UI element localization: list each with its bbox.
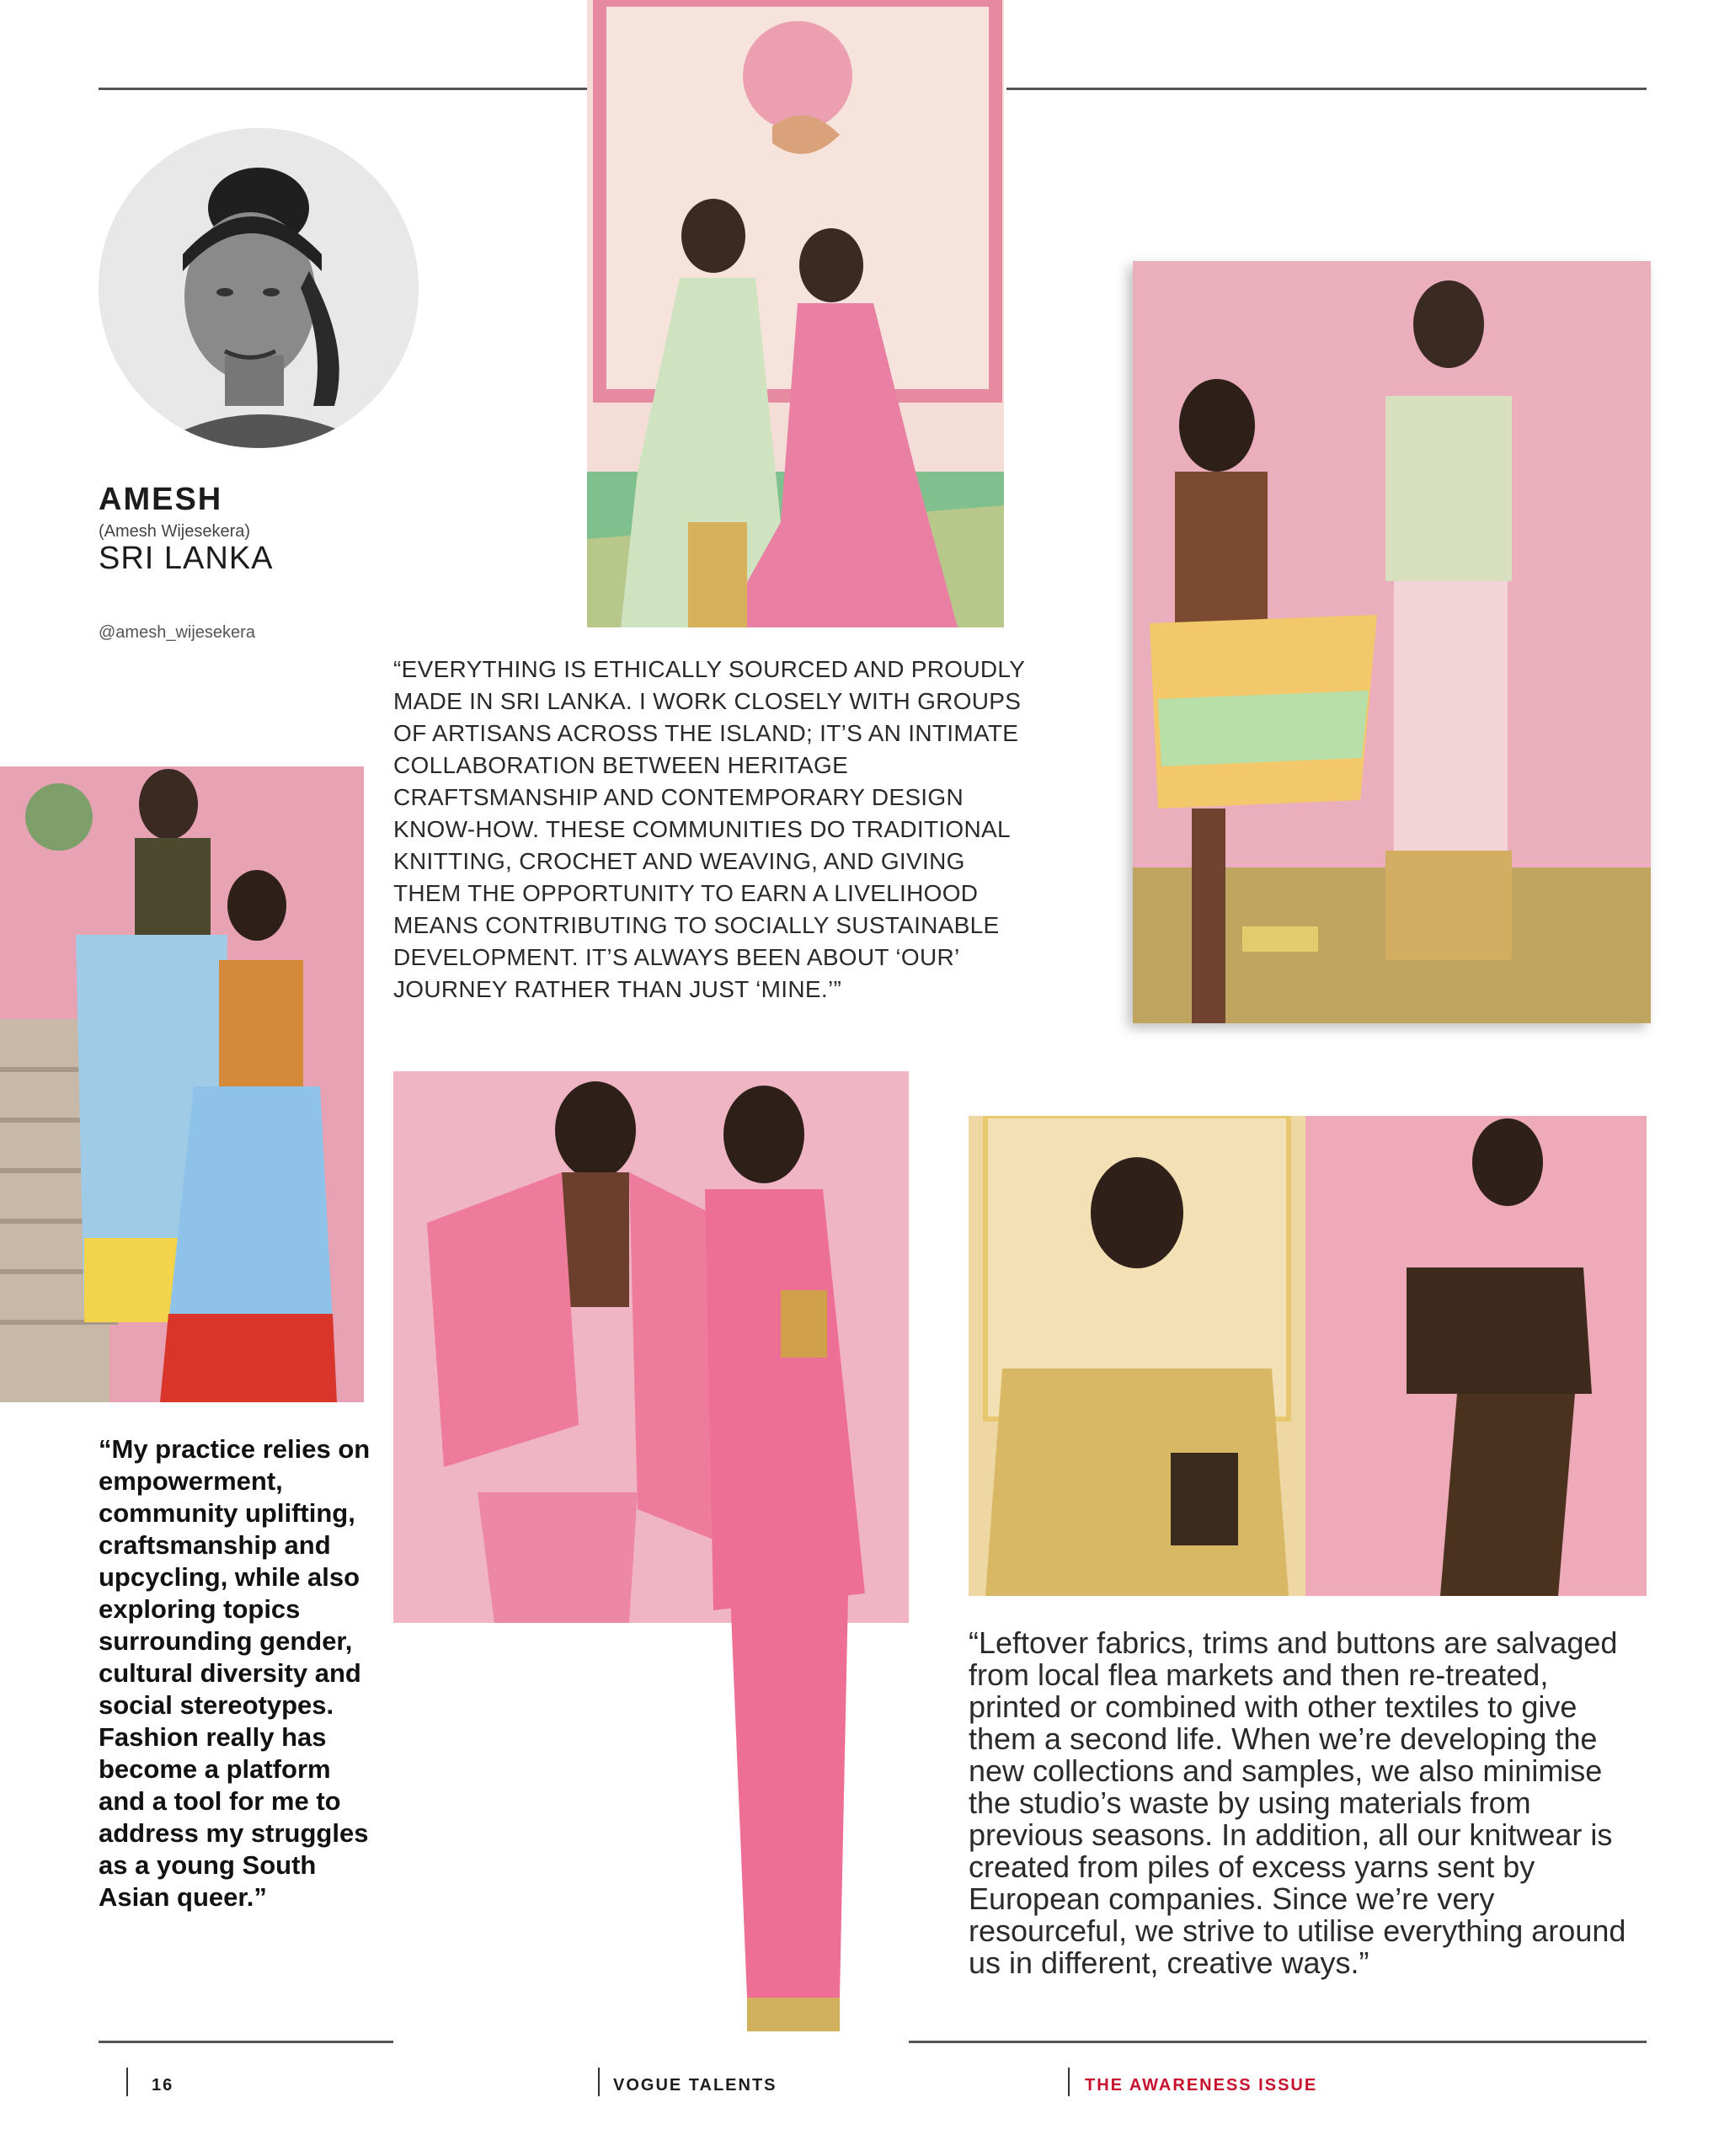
designer-name: AMESH [99, 482, 223, 517]
quote-ethically-sourced: “EVERYTHING IS ETHICALLY SOURCED AND PROUDLY MADE IN SRI LANKA. I WORK CLOSELY WITH GROUPS OF ARTISANS ACROSS THE ISLAND; IT’S AN INTIMATE COLLABORATION BETWEEN HERITAGE CRAFTSMANSHIP AND CONTEMPORARY DESIGN KNOW-HOW. THESE COMMUNITIES DO TRADITIONAL KNITTING, CROCHET AND WEAVING, AND GIVING THEM THE OPPORTUNITY TO EARN A LIVELIHOOD MEANS CONTRIBUTING TO SOCIALLY SUSTAINABLE DEVELOPMENT. IT’S ALWAYS BEEN ABOUT ‘OUR’ JOURNEY RATHER THAN JUST ‘MINE.’” [393, 656, 1025, 1002]
page-number: 16 [152, 2076, 174, 2095]
photo-pink-floral-suits [393, 1071, 909, 2065]
top-rule-right [1006, 88, 1647, 90]
footer-divider-3 [1068, 2068, 1070, 2096]
top-rule-left [99, 88, 587, 90]
photo-stairs-pair [0, 766, 364, 1402]
footer-divider-2 [598, 2068, 600, 2096]
portrait-photo [99, 128, 419, 448]
photo-gold-shirt-and-print-suit [969, 1116, 1647, 1596]
quote-practice: “My practice relies on empowerment, community uplifting, craftsmanship and upcycling, while also exploring topics surrounding gender, cultural diversity and social stereotypes. Fashion really has become a platform and a tool for me to address my struggles as a young South Asian queer.” [99, 1434, 371, 1912]
issue-title: THE AWARENESS ISSUE [1085, 2076, 1318, 2095]
designer-country: SRI LANKA [99, 541, 274, 576]
section-title: VOGUE TALENTS [613, 2076, 777, 2095]
photo-standing-pair-pink-wall [1133, 261, 1651, 1023]
footer-divider-1 [126, 2068, 128, 2096]
quote-leftover-fabrics: “Leftover fabrics, trims and buttons are salvaged from local flea markets and then re-treated, printed or combined with other textiles to give them a second life. When we’re developing the new collections and samples, we also minimise the studio’s waste by using materials from previous seasons. In addition, all our knitwear is created from piles of excess yarns sent by European companies. Since we’re very resourceful, we strive to utilise everything around us in different, creative ways.” [969, 1625, 1626, 1980]
designer-full-name: (Amesh Wijesekera) [99, 522, 251, 541]
instagram-handle[interactable]: @amesh_wijesekera [99, 623, 255, 642]
photo-seated-pair [587, 0, 1004, 627]
